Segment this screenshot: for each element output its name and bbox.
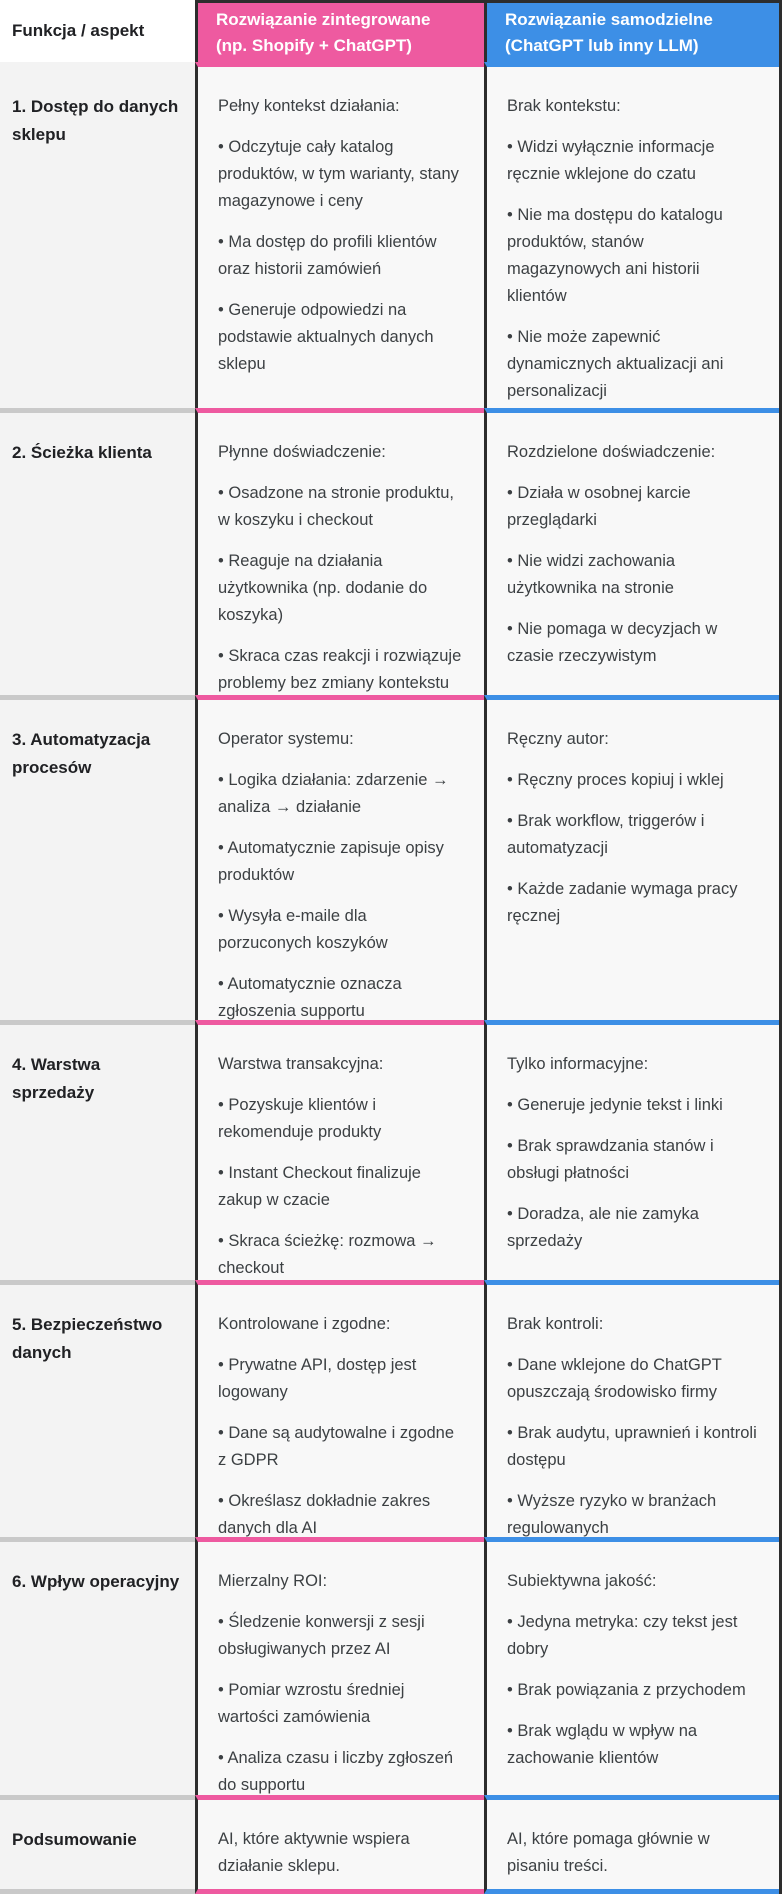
- bullet-item: • Wyższe ryzyko w branżach regulowanych: [507, 1492, 717, 1537]
- bullet-item: • Brak audytu, uprawnień i kontroli dostępu: [507, 1424, 757, 1469]
- bullet-item: • Ręczny proces kopiuj i wklej: [507, 771, 724, 789]
- header-standalone-solution: [484, 0, 779, 62]
- standalone-cell: [484, 695, 779, 1020]
- bullet-item: • Ma dostęp do profili klientów oraz historii zamówień: [218, 233, 437, 278]
- bullet-item: • Reaguje na działania użytkownika (np. dodanie do koszyka): [218, 552, 428, 624]
- row-label: 1. Dostęp do danych sklepu: [12, 97, 179, 144]
- row-label-cell: [0, 1795, 195, 1894]
- row-label-cell: [0, 408, 195, 695]
- bullet-item: • Wysyła e-maile dla porzuconych koszyków: [218, 907, 388, 952]
- bullet-item: • Jedyna metryka: czy tekst jest dobry: [507, 1613, 738, 1658]
- bullet-item: • Instant Checkout finalizuje zakup w czacie: [218, 1164, 421, 1209]
- cell-title: Pełny kontekst działania:: [218, 97, 400, 115]
- bullet-list: [507, 480, 759, 670]
- cell-title: Brak kontroli:: [507, 1315, 604, 1333]
- row-label: 4. Warstwa sprzedaży: [12, 1055, 101, 1102]
- bullet-list: [507, 1352, 759, 1537]
- integrated-cell: [195, 408, 484, 695]
- bullet-item: • Każde zadanie wymaga pracy ręcznej: [507, 880, 738, 925]
- bullet-item: • Brak powiązania z przychodem: [507, 1681, 746, 1699]
- bullet-item: • Nie ma dostępu do katalogu produktów, stanów magazynowych ani historii klientów: [507, 206, 723, 305]
- table-row-data-access: [0, 62, 779, 408]
- cell-title: AI, które aktywnie wspiera działanie sklepu.: [218, 1830, 410, 1875]
- bullet-item: • Pomiar wzrostu średniej wartości zamówienia: [218, 1681, 405, 1726]
- row-label-cell: [0, 1020, 195, 1280]
- row-label: Podsumowanie: [12, 1830, 137, 1849]
- bullet-list: [218, 134, 464, 378]
- bullet-item: • Prywatne API, dostęp jest logowany: [218, 1356, 417, 1401]
- bullet-item: • Generuje jedynie tekst i linki: [507, 1096, 723, 1114]
- bullet-item: • Działa w osobnej karcie przeglądarki: [507, 484, 691, 529]
- standalone-cell: [484, 1020, 779, 1280]
- row-label: 2. Ścieżka klienta: [12, 443, 152, 462]
- table-row-process-automation: [0, 695, 779, 1020]
- bullet-item: • Brak workflow, triggerów i automatyzacji: [507, 812, 705, 857]
- row-label-cell: [0, 62, 195, 408]
- bullet-item: • Skraca czas reakcji i rozwiązuje problemy bez zmiany kontekstu: [218, 647, 462, 692]
- bullet-list: [507, 767, 759, 930]
- table-row-data-security: [0, 1280, 779, 1537]
- bullet-list: [218, 1609, 464, 1795]
- header-function-aspect: [0, 0, 195, 62]
- header-integrated-solution-label: Rozwiązanie zintegrowane (np. Shopify + ChatGPT): [216, 9, 431, 55]
- table-header-row: [0, 0, 779, 62]
- row-label-cell: [0, 695, 195, 1020]
- row-label-cell: [0, 1280, 195, 1537]
- bullet-item: • Skraca ścieżkę: rozmowa → checkout: [218, 1232, 437, 1277]
- bullet-item: • Doradza, ale nie zamyka sprzedaży: [507, 1205, 699, 1250]
- bullet-list: [218, 767, 464, 1020]
- bullet-item: • Dane są audytowalne i zgodne z GDPR: [218, 1424, 455, 1469]
- bullet-item: • Brak wglądu w wpływ na zachowanie klientów: [507, 1722, 698, 1767]
- row-label: 5. Bezpieczeństwo danych: [12, 1315, 163, 1362]
- integrated-cell: [195, 1537, 484, 1795]
- bullet-list: [218, 1352, 464, 1537]
- cell-title: Kontrolowane i zgodne:: [218, 1315, 391, 1333]
- cell-title: Ręczny autor:: [507, 730, 609, 748]
- cell-title: Subiektywna jakość:: [507, 1572, 657, 1590]
- bullet-item: • Automatycznie zapisuje opisy produktów: [218, 839, 444, 884]
- row-label: 3. Automatyzacja procesów: [12, 730, 151, 777]
- header-standalone-solution-label: Rozwiązanie samodzielne (ChatGPT lub inny LLM): [505, 9, 713, 55]
- row-label: 6. Wpływ operacyjny: [12, 1572, 180, 1591]
- table-row-summary: [0, 1795, 779, 1894]
- integrated-cell: [195, 1795, 484, 1894]
- integrated-cell: [195, 62, 484, 408]
- bullet-item: • Określasz dokładnie zakres danych dla AI: [218, 1492, 431, 1537]
- integrated-cell: [195, 695, 484, 1020]
- integrated-cell: [195, 1280, 484, 1537]
- cell-title: Operator systemu:: [218, 730, 354, 748]
- cell-title: Warstwa transakcyjna:: [218, 1055, 384, 1073]
- cell-title: Brak kontekstu:: [507, 97, 621, 115]
- standalone-cell: [484, 1280, 779, 1537]
- bullet-list: [218, 1092, 464, 1280]
- table-row-sales-layer: [0, 1020, 779, 1280]
- standalone-cell: [484, 1795, 779, 1894]
- bullet-item: • Nie może zapewnić dynamicznych aktualizacji ani personalizacji: [507, 328, 724, 400]
- bullet-list: [507, 1609, 759, 1772]
- bullet-item: • Widzi wyłącznie informacje ręcznie wklejone do czatu: [507, 138, 715, 183]
- bullet-list: [218, 480, 464, 695]
- cell-title: Tylko informacyjne:: [507, 1055, 649, 1073]
- bullet-item: • Osadzone na stronie produktu, w koszyku i checkout: [218, 484, 455, 529]
- cell-title: Płynne doświadczenie:: [218, 443, 386, 461]
- header-integrated-solution: [195, 0, 484, 62]
- standalone-cell: [484, 1537, 779, 1795]
- bullet-item: • Logika działania: zdarzenie → analiza → działanie: [218, 771, 449, 816]
- bullet-list: [507, 1092, 759, 1255]
- bullet-list: [507, 134, 759, 405]
- cell-title: Rozdzielone doświadczenie:: [507, 443, 716, 461]
- bullet-item: • Śledzenie konwersji z sesji obsługiwanych przez AI: [218, 1613, 425, 1658]
- standalone-cell: [484, 62, 779, 408]
- integrated-cell: [195, 1020, 484, 1280]
- table-row-operational-impact: [0, 1537, 779, 1795]
- bullet-item: • Pozyskuje klientów i rekomenduje produkty: [218, 1096, 382, 1141]
- bullet-item: • Odczytuje cały katalog produktów, w tym warianty, stany magazynowe i ceny: [218, 138, 459, 210]
- bullet-item: • Dane wklejone do ChatGPT opuszczają środowisko firmy: [507, 1356, 722, 1401]
- standalone-cell: [484, 408, 779, 695]
- cell-title: Mierzalny ROI:: [218, 1572, 328, 1590]
- row-label-cell: [0, 1537, 195, 1795]
- header-function-aspect-label: Funkcja / aspekt: [12, 21, 145, 40]
- cell-title: AI, które pomaga głównie w pisaniu treści.: [507, 1830, 710, 1875]
- bullet-item: • Brak sprawdzania stanów i obsługi płatności: [507, 1137, 714, 1182]
- bullet-item: • Nie pomaga w decyzjach w czasie rzeczywistym: [507, 620, 718, 665]
- table-row-customer-journey: [0, 408, 779, 695]
- bullet-item: • Analiza czasu i liczby zgłoszeń do supportu: [218, 1749, 454, 1794]
- bullet-item: • Nie widzi zachowania użytkownika na stronie: [507, 552, 676, 597]
- bullet-item: • Generuje odpowiedzi na podstawie aktualnych danych sklepu: [218, 301, 434, 373]
- bullet-item: • Automatycznie oznacza zgłoszenia supportu: [218, 975, 402, 1020]
